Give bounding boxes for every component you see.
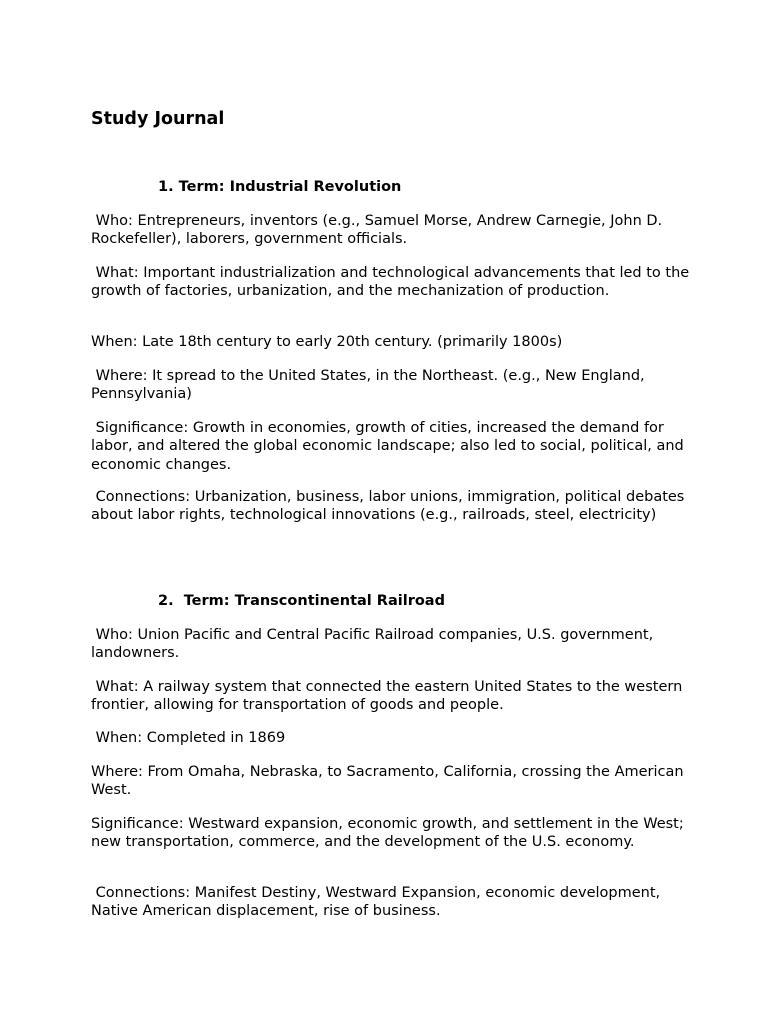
term-2-when: When: Completed in 1869 [91, 730, 286, 746]
term-2-heading [158, 592, 445, 610]
term-2-title: Term: Transcontinental Railroad [183, 593, 445, 609]
term-1-who: Who: Entrepreneurs, inventors (e.g., Samuel Morse, Andrew Carnegie, John D. Rockefeller), laborers, government officials. [91, 213, 667, 248]
term-1-when: When: Late 18th century to early 20th century. (primarily 1800s) [91, 334, 563, 350]
term-2-number: 2. [158, 593, 174, 609]
term-2-where: Where: From Omaha, Nebraska, to Sacramento, California, crossing the American West. [91, 764, 689, 799]
term-1-heading [158, 178, 401, 196]
term-2-significance: Significance: Westward expansion, economic growth, and settlement in the West; new transportation, commerce, and the development of the U.S. economy. [91, 816, 689, 851]
term-1-significance: Significance: Growth in economies, growth of cities, increased the demand for labor, and altered the global economic landscape; also led to social, political, and economic changes. [91, 420, 689, 473]
term-1-number: 1. [158, 179, 174, 195]
term-2-connections: Connections: Manifest Destiny, Westward Expansion, economic development, Native American displacement, rise of business. [91, 885, 665, 920]
term-1-connections: Connections: Urbanization, business, labor unions, immigration, political debates about labor rights, technological innovations (e.g., railroads, steel, electricity) [91, 489, 689, 524]
term-1-title: Term: Industrial Revolution [178, 179, 402, 195]
term-1-what: What: Important industrialization and technological advancements that led to the growth of factories, urbanization, and the mechanization of production. [91, 265, 694, 300]
term-1-where: Where: It spread to the United States, in the Northeast. (e.g., New England, Pennsylvania) [91, 368, 650, 403]
term-2-who: Who: Union Pacific and Central Pacific Railroad companies, U.S. government, landowners. [91, 627, 658, 662]
document-title: Study Journal [91, 109, 225, 129]
term-2-what: What: A railway system that connected the eastern United States to the western frontier, allowing for transportation of goods and people. [91, 679, 687, 714]
